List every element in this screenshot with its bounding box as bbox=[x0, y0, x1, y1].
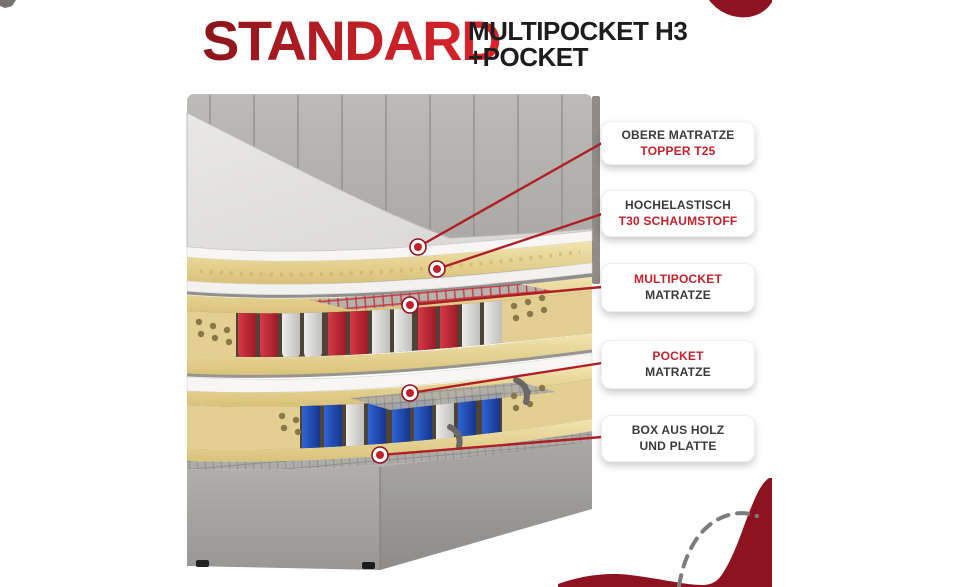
callout-card-pocket-line1: POCKET bbox=[652, 349, 704, 363]
callout-card-t30 bbox=[601, 190, 755, 237]
page-subtitle bbox=[468, 18, 687, 70]
corner-wave-decoration bbox=[709, 0, 772, 17]
callout-card-pocket bbox=[601, 340, 755, 389]
callout-dot-topper bbox=[410, 239, 426, 255]
callout-card-multipocket-line2: MATRATZE bbox=[645, 288, 711, 302]
callout-card-box-line2: UND PLATTE bbox=[639, 439, 717, 453]
bed-group bbox=[187, 94, 600, 570]
callout-card-box bbox=[601, 415, 755, 462]
corner-artifact bbox=[0, 0, 16, 8]
bed-foot bbox=[196, 560, 209, 567]
callout-card-topper-line1: OBERE MATRATZE bbox=[621, 127, 735, 142]
callout-dot-pocket bbox=[402, 385, 418, 401]
subtitle-line-2: +POCKET bbox=[468, 42, 589, 72]
callout-dot-multipocket bbox=[402, 297, 418, 313]
bed-foot bbox=[362, 562, 375, 569]
callout-card-t30-line2: T30 SCHAUMSTOFF bbox=[618, 214, 738, 228]
callout-card-topper-line2: TOPPER T25 bbox=[640, 143, 716, 158]
callout-dot-t30 bbox=[429, 261, 445, 277]
callout-dot-box bbox=[372, 447, 388, 463]
callout-card-pocket-line2: MATRATZE bbox=[645, 365, 711, 379]
page-title: STANDARD bbox=[202, 9, 501, 72]
callout-card-box-line1: BOX AUS HOLZ bbox=[631, 423, 725, 437]
callout-card-multipocket bbox=[601, 263, 755, 312]
callout-card-multipocket-line1: MULTIPOCKET bbox=[634, 272, 722, 286]
callout-card-t30-line1: HOCHELASTISCH bbox=[625, 198, 731, 212]
subtitle-line-1: MULTIPOCKET H3 bbox=[468, 16, 688, 46]
callout-card-topper bbox=[601, 121, 755, 165]
